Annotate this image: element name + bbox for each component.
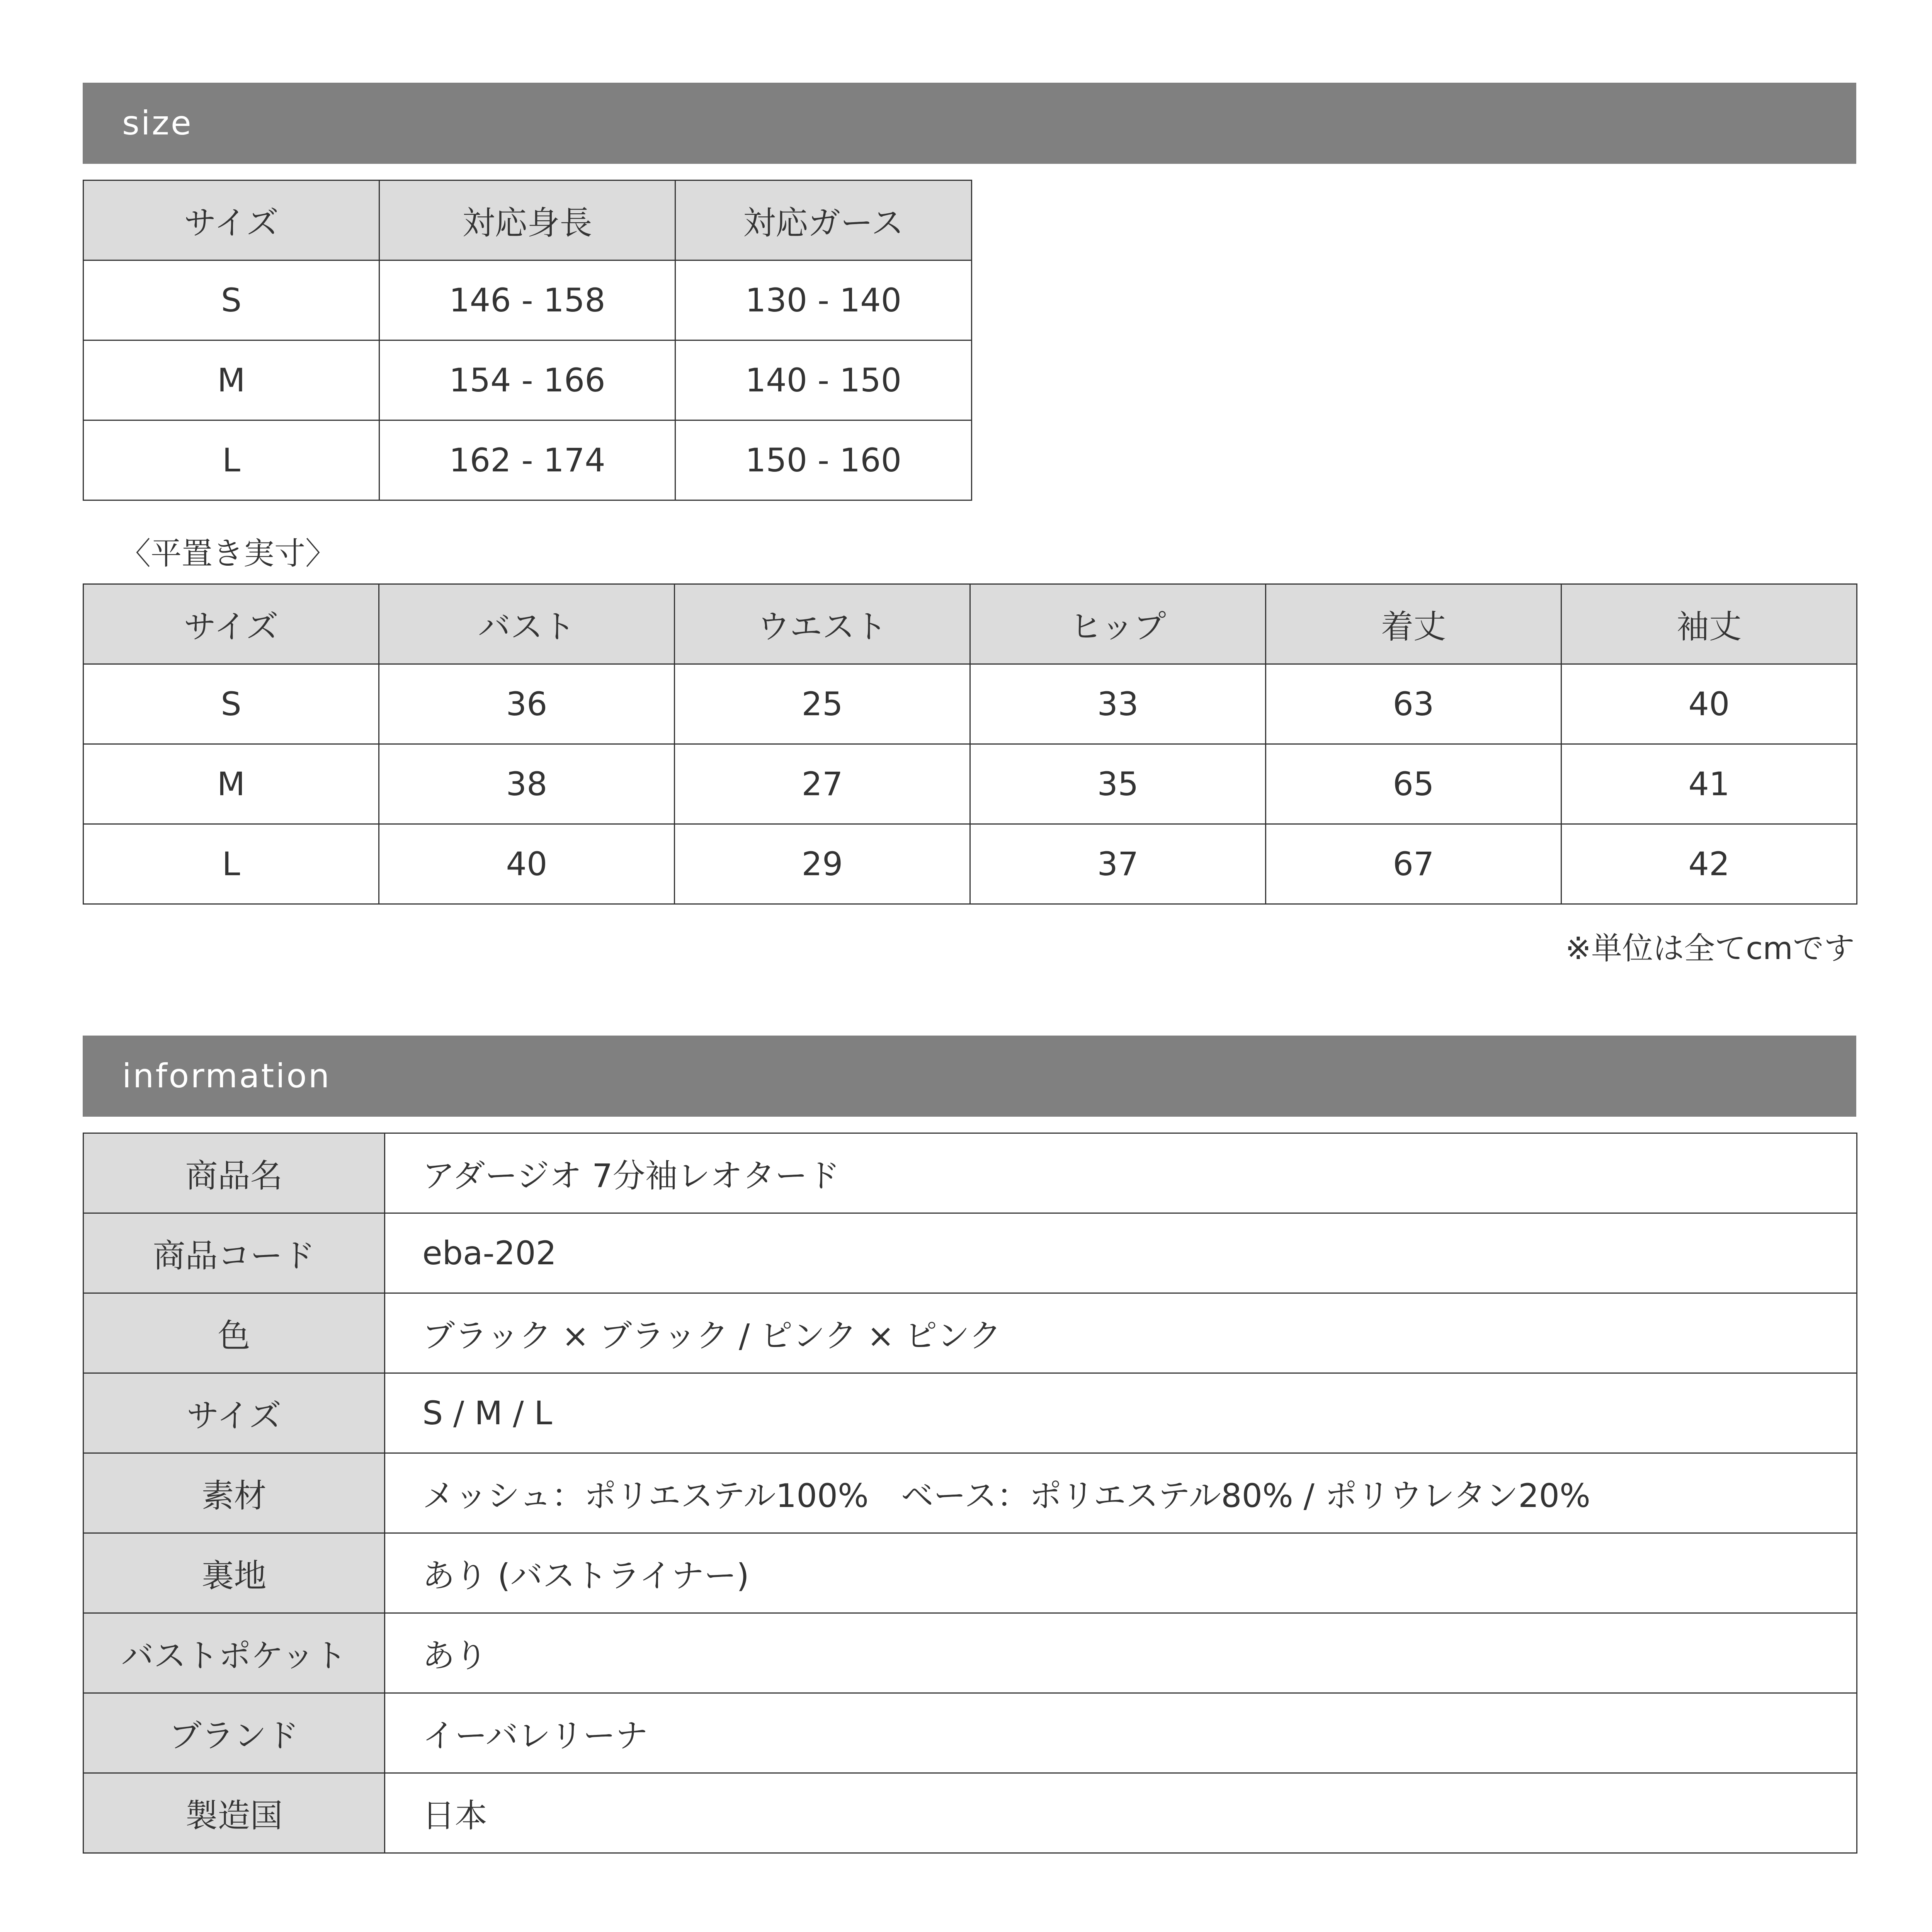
table-row	[83, 664, 1857, 744]
info-label: 素材	[83, 1453, 385, 1533]
table-row	[83, 1293, 1857, 1373]
unit-note: ※単位は全てcmです	[1565, 930, 1855, 966]
table-row	[83, 1453, 1857, 1533]
size-chart-table	[83, 180, 972, 501]
table-row	[83, 744, 1857, 824]
table-cell: M	[83, 340, 379, 420]
table-header-row	[83, 584, 1857, 664]
table-cell: 42	[1561, 824, 1857, 904]
table-cell: 35	[970, 744, 1266, 824]
table-cell: 37	[970, 824, 1266, 904]
table-cell: M	[83, 744, 379, 824]
info-label: 色	[83, 1293, 385, 1373]
info-label: 裏地	[83, 1533, 385, 1613]
table-row	[83, 340, 972, 420]
table-row	[83, 1613, 1857, 1693]
table-cell: 25	[675, 664, 970, 744]
info-label: 商品コード	[83, 1213, 385, 1293]
table-row	[83, 1213, 1857, 1293]
header-cell: ウエスト	[675, 584, 970, 664]
table-cell: 33	[970, 664, 1266, 744]
table-row	[83, 260, 972, 340]
table-row	[83, 1773, 1857, 1853]
flat-measurement-label: 〈平置き実寸〉	[120, 536, 336, 571]
header-cell: サイズ	[83, 584, 379, 664]
table-cell: 150 - 160	[675, 420, 972, 500]
size-section-header	[83, 83, 1856, 164]
table-cell: 40	[379, 824, 675, 904]
table-cell: 162 - 174	[379, 420, 675, 500]
info-value: S / M / L	[385, 1373, 1857, 1453]
table-cell: 27	[675, 744, 970, 824]
info-value: あり	[385, 1613, 1857, 1693]
info-label: サイズ	[83, 1373, 385, 1453]
table-cell: 29	[675, 824, 970, 904]
table-row	[83, 1373, 1857, 1453]
info-label: バストポケット	[83, 1613, 385, 1693]
table-cell: 146 - 158	[379, 260, 675, 340]
table-header-row	[83, 180, 972, 260]
info-value: 日本	[385, 1773, 1857, 1853]
information-section-header	[83, 1036, 1856, 1117]
table-cell: 65	[1266, 744, 1561, 824]
table-cell: 154 - 166	[379, 340, 675, 420]
header-cell: バスト	[379, 584, 675, 664]
header-cell: サイズ	[83, 180, 379, 260]
table-cell: S	[83, 664, 379, 744]
header-cell: 対応ガース	[675, 180, 972, 260]
table-cell: 40	[1561, 664, 1857, 744]
table-row	[83, 420, 972, 500]
header-cell: ヒップ	[970, 584, 1266, 664]
table-cell: 140 - 150	[675, 340, 972, 420]
table-row	[83, 1133, 1857, 1213]
table-cell: 67	[1266, 824, 1561, 904]
product-info-table	[83, 1133, 1857, 1854]
header-cell: 袖丈	[1561, 584, 1857, 664]
table-row	[83, 1533, 1857, 1613]
info-value: メッシュ：ポリエステル100% ベース：ポリエステル80% / ポリウレタン20%	[385, 1453, 1857, 1533]
info-value: イーバレリーナ	[385, 1693, 1857, 1773]
table-cell: 36	[379, 664, 675, 744]
info-label: 商品名	[83, 1133, 385, 1213]
header-cell: 対応身長	[379, 180, 675, 260]
info-label: ブランド	[83, 1693, 385, 1773]
table-cell: 63	[1266, 664, 1561, 744]
table-cell: L	[83, 420, 379, 500]
table-cell: S	[83, 260, 379, 340]
table-row	[83, 824, 1857, 904]
table-cell: L	[83, 824, 379, 904]
table-row	[83, 1693, 1857, 1773]
info-label: 製造国	[83, 1773, 385, 1853]
header-cell: 着丈	[1266, 584, 1561, 664]
measurement-table	[83, 583, 1857, 905]
info-value: ブラック × ブラック / ピンク × ピンク	[385, 1293, 1857, 1373]
info-value: アダージオ 7分袖レオタード	[385, 1133, 1857, 1213]
information-section-title: information	[122, 1057, 331, 1095]
table-cell: 38	[379, 744, 675, 824]
size-section-title: size	[122, 104, 193, 143]
table-cell: 41	[1561, 744, 1857, 824]
info-value: あり (バストライナー)	[385, 1533, 1857, 1613]
info-value: eba-202	[385, 1213, 1857, 1293]
table-cell: 130 - 140	[675, 260, 972, 340]
